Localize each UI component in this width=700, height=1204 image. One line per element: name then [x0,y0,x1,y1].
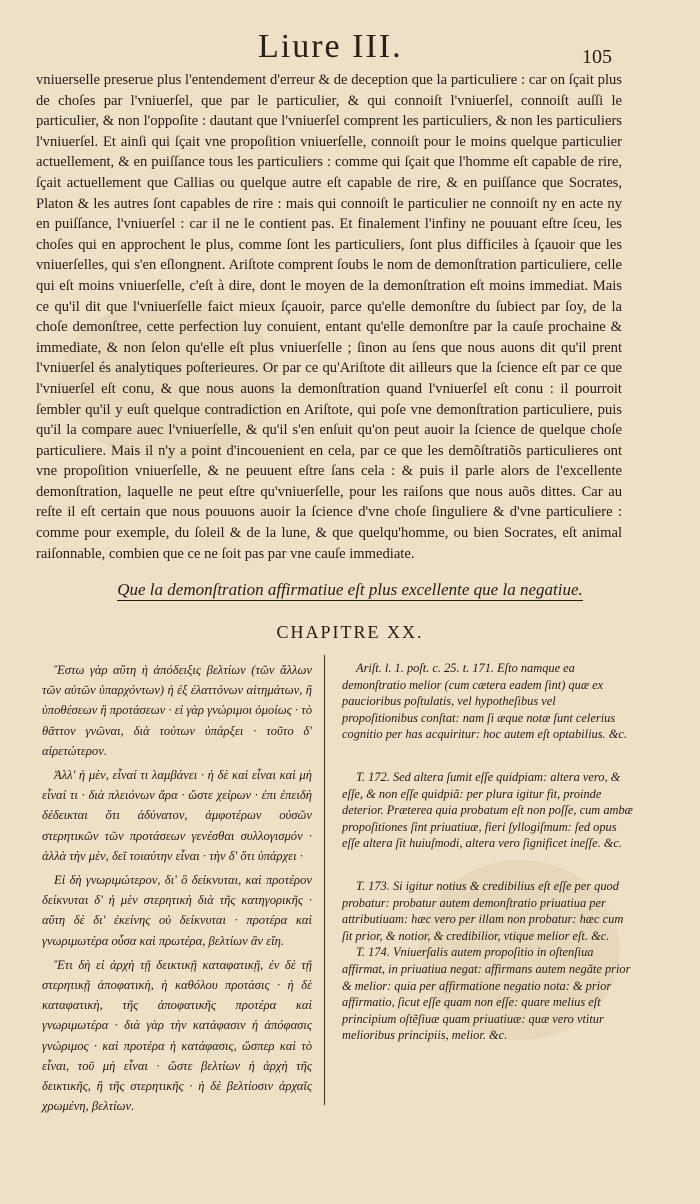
main-text-block [36,70,622,564]
section-title-text: Que la demonſtration affirmatiue eſt plus excellente que la negatiue. [117,580,583,599]
latin-note: T. 172. Sed altera ſumit eſſe quidpiam: altera vero, & eſſe, & non eſſe quidpiã: per plura igitur fit, proinde deterior. Præterea quia probatum eſt non poſſe, cum ambæ propoſitiones ſint priuatiuæ, fieri ſyllogiſmum: ſed opus eſſe altera ſit huiuſmodi, altera vero ſignificet ineſſe. &c. [342,769,633,851]
latin-note: Ariſt. l. 1. poſt. c. 25. t. 171. Eſto namque ea demonſtratio melior (cum cætera eadem ſint) quæ ex paucioribus poſtulatis, vel hypotheſibus vel propoſitionibus conſtat: nam ſi æque notæ ſunt celerius cognitio per has acquiritur: hoc autem eſt optabilius. &c. [342,661,627,742]
greek-paragraph: Ἀλλ' ἡ μὲν, εἶναί τι λαμβάνει · ἡ δὲ καὶ εἶναι καὶ μὴ εἶναί τι · διὰ πλειόνων ἄρα · ὥστε χείρων · ἐπι ἐπειδὴ δέδεικται ὅτι ἀδύνατον, ἀμφοτέρων οὐσῶν στερητικῶν τῶν προτάσεων γενέσθαι συλλογισμόν · ἀλλὰ τὴν μὲν, δεῖ τοιαύτην εἶναι · τὴν δ' ὅτι ὑπάρχει · [42,768,312,863]
chapter-heading: CHAPITRE XX. [276,622,424,642]
latin-note: T. 173. Si igitur notius & credibilius eſt eſſe per quod probatur: probatur autem demonſtratio priuatiua per attributiuam: hæc vero per illam non probatur: hæc cum ſit prior, & notior, & credibilior, vtique melior eſt. &c. [342,878,624,943]
column-divider [324,655,325,1105]
section-title [0,580,700,600]
body-paragraph: vniuerselle preserue plus l'entendement d'erreur & de deception que la particuliere : car on ſçait plus de choſes par l'vniuerſel, que par le particulier, & qui connoiſt l'vniuerſel, connoiſt auſſi le particulier, & non l'oppoſite : dautant que l'vniuerſel comprent les particuliers, & non les particuliers l'vniuerſel. Et ainſi qui ſçait vne propoſition vniuerſelle, connoiſt pour le moins quelque particulier actuellement, & en puiſſance tous les particuliers : comme qui ſçait que l'homme eſt capable de rire, ſçait actuellement que Callias ou quelque autre eſt capable de rire, & en puiſſance que Socrates, Platon & les autres ſont capables de rire : mais qui connoiſt le particulier ne connoiſt ny en acte ny en puiſſance, l'vniuerſel : car il ne le contient pas. Et finalement l'infiny ne pouuant eſtre ſceu, les choſes qui en approchent le plus, comme ſont les particuliers, ſont plus difficiles à ſçauoir que les vniuerſelles, qui s'en eſlongnent. Ariſtote comprent ſoubs le nom de demonſtration particuliere, celle qui eſt moins vniuerſelle, c'eſt à dire, dont le moyen de la demonſtration eſt moins immediat. Mais ce qu'il dit que l'vniuerſelle faict mieux ſçauoir, parce qu'elle demonſtre du ſubiect par ſoy, de la choſe demonſtree, cette perfection luy conuient, entant qu'elle demonſtre par la cauſe prochaine & immediate, & non ſelon qu'elle eſt plus vniuerſelle ; ſinon au ſens que nous auons dit qu'il prent l'vniuerſel és analytiques poſterieures. Or par ce qu'Ariſtote dit ailleurs que la ſcience eſt par ce que l'vniuerſel eſt conu, & que nous auons la demonſtration quand l'vniuerſel eſt conu : il pourroit ſembler qu'il y euſt quelque contradiction en Ariſtote, qui poſe vne demonſtration particuliere, puis qu'il la compare auec l'vniuerſelle, & qu'il s'en enſuit qu'on peut auoir la ſcience de quelque choſe particuliere. Mais il n'y a point d'incouenient en cela, par ce que les demõſtratiõs particulieres ont vne propoſition vniuerſelle, & ne peuuent eſtre ſans cela : & puis il parle alors de l'excellente demonſtration, laquelle ne peut eſtre qu'vniuerſelle, pour les raiſons que nous auõs dittes. Car au reſte il eſt certain que nous pouuons auoir la ſcience d'vne choſe ſinguliere & d'vne particuliere : comme pour exemple, du ſoleil & de la lune, & que quelqu'homme, ou bien Socrates, eſt animal raiſonnable, combien que ce ne ſoit pas par vne cauſe immediate. [36,72,622,562]
greek-paragraph: Εἰ δὴ γνωριμώτερον, δι' ὃ δείκνυται, καὶ προτέρον δείκνυται δ' ἡ μὲν στερητικὴ διὰ τῆς κατηγορικῆς · αὕτη δὲ δι' ἐκείνης οὐ δείκνυται · προτέρα καὶ γνωριμωτέρα οὖσα καὶ πρωτέρα, βελτίων ἂν εἴη. [42,873,312,948]
running-head-title: Liure III. [258,28,403,65]
greek-paragraph: Ἔστω γὰρ αὕτη ἡ ἀπόδειξις βελτίων (τῶν ἄλλων τῶν αὐτῶν ὑπαρχόντων) ἡ ἐξ ἐλαττόνων αἰτημάτων, ἢ ὑποθέσεων ἢ προτάσεων · εἰ γὰρ γνώριμοι ὁμοίως · τὸ θᾶττον γνῶναι, διὰ τούτων ὑπάρξει · τοῦτο δ' αἱρετώτερον. [42,663,312,758]
greek-column [42,660,312,1120]
page-number: 105 [582,46,612,68]
latin-note: T. 174. Vniuerſalis autem propoſitio in oſtenſiua affirmat, in priuatiua negat: affirmans autem negãte prior & melior: quia per affirmatione negatio nota: & prior affirmatio, ſicut eſſe quam non eſſe: quare melius eſt principium oſtẽſiuæ quam priuatiuæ: quæ vero vtitur melioribus principiis, melior. &c. [342,945,631,1043]
greek-paragraph: Ἔτι δὴ εἰ ἀρχὴ τῇ δεικτικῇ καταφατικῇ, ἐν δὲ τῇ στερητικῇ ἀποφατικὴ, ἡ καθόλου προτάσις · ἡ δὲ καταφατικὴ, τῆς ἀποφατικῆς προτέρα καὶ γνωριμωτέρα · διὰ γὰρ τὴν κατάφασιν ἡ ἀπόφασις γνώριμος · καὶ προτέρα ἡ κατάφασις, ὥσπερ καὶ τὸ εἶναι, τοῦ μὴ εἶναι · ὥστε βελτίων ἡ ἀρχὴ τῆς δεικτικῆς, ἢ τῆς στερητικῆς · ἡ δὲ βελτίοσιν ἀρχαῖς χρωμένη, βελτίων. [42,957,312,1114]
latin-notes-column [342,660,634,1070]
